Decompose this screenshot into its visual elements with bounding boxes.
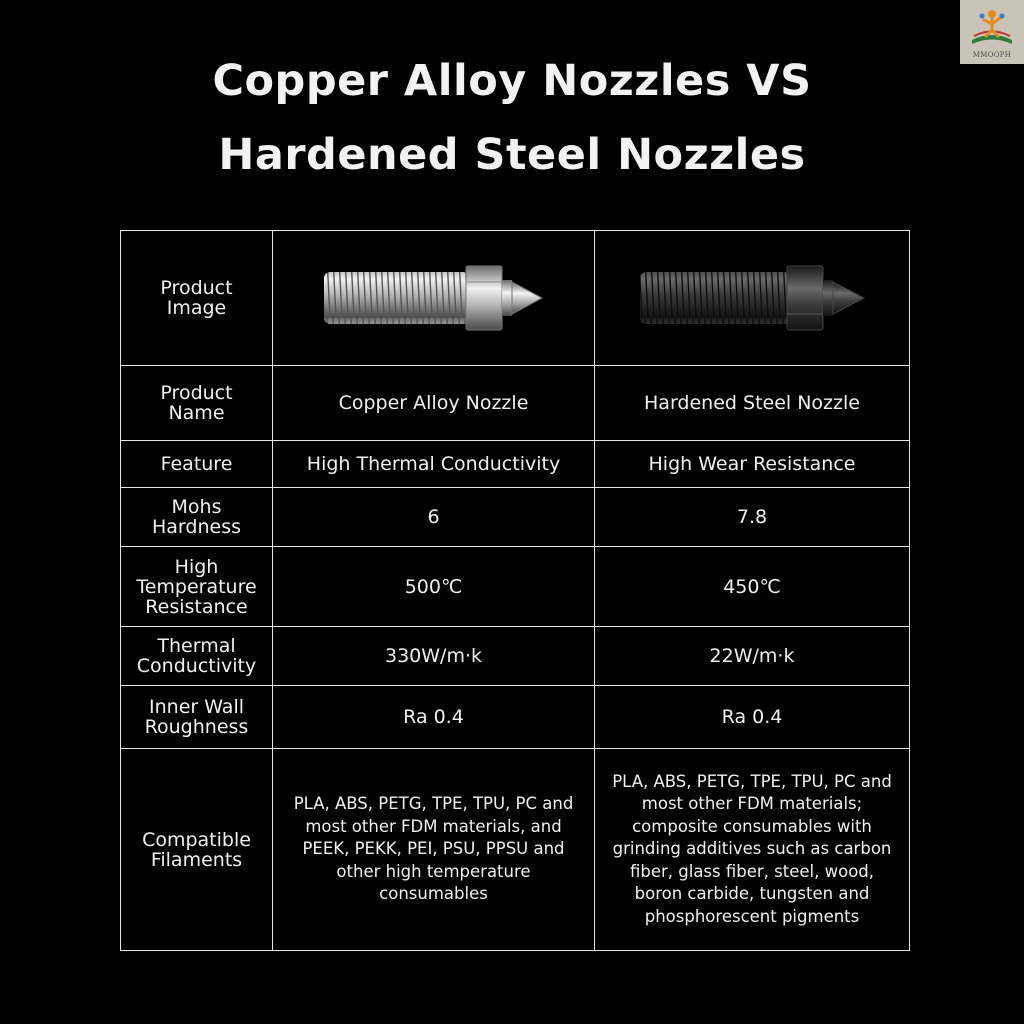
table-row bbox=[121, 441, 910, 488]
copper-temperature-resistance: 500℃ bbox=[273, 547, 595, 627]
steel-nozzle-icon bbox=[632, 258, 872, 338]
row-label-temperature-resistance: High Temperature Resistance bbox=[121, 547, 273, 627]
steel-feature: High Wear Resistance bbox=[595, 441, 910, 488]
copper-thermal-conductivity: 330W/m·k bbox=[273, 627, 595, 686]
steel-product-name: Hardened Steel Nozzle bbox=[595, 366, 910, 441]
title-line-1: Copper Alloy Nozzles VS bbox=[212, 56, 812, 106]
copper-nozzle-image-cell bbox=[273, 231, 595, 366]
copper-inner-wall-roughness: Ra 0.4 bbox=[273, 686, 595, 749]
comparison-table bbox=[120, 230, 910, 951]
table-row bbox=[121, 488, 910, 547]
table-row bbox=[121, 686, 910, 749]
row-label-product-name: Product Name bbox=[121, 366, 273, 441]
copper-product-name: Copper Alloy Nozzle bbox=[273, 366, 595, 441]
watermark-text: MMOOPH bbox=[972, 51, 1012, 59]
row-label-inner-wall-roughness: Inner Wall Roughness bbox=[121, 686, 273, 749]
steel-thermal-conductivity: 22W/m·k bbox=[595, 627, 910, 686]
copper-nozzle-icon bbox=[314, 258, 554, 338]
row-label-feature: Feature bbox=[121, 441, 273, 488]
book-person-icon bbox=[960, 0, 1024, 50]
table-row bbox=[121, 627, 910, 686]
watermark-logo bbox=[960, 0, 1024, 64]
row-label-thermal-conductivity: Thermal Conductivity bbox=[121, 627, 273, 686]
table-row bbox=[121, 547, 910, 627]
steel-nozzle-image-cell bbox=[595, 231, 910, 366]
table-row bbox=[121, 749, 910, 951]
copper-mohs-hardness: 6 bbox=[273, 488, 595, 547]
table-row bbox=[121, 366, 910, 441]
steel-temperature-resistance: 450℃ bbox=[595, 547, 910, 627]
steel-mohs-hardness: 7.8 bbox=[595, 488, 910, 547]
steel-inner-wall-roughness: Ra 0.4 bbox=[595, 686, 910, 749]
copper-feature: High Thermal Conductivity bbox=[273, 441, 595, 488]
table-row-product-image bbox=[121, 231, 910, 366]
row-label-compatible-filaments: Compatible Filaments bbox=[121, 749, 273, 951]
row-label-product-image: Product Image bbox=[121, 231, 273, 366]
steel-compatible-filaments: PLA, ABS, PETG, TPE, TPU, PC and most other FDM materials; composite consumables with grinding additives such as carbon fiber, glass fiber, steel, wood, boron carbide, tungsten and phosphorescent pigments bbox=[595, 749, 910, 951]
copper-compatible-filaments: PLA, ABS, PETG, TPE, TPU, PC and most other FDM materials, and PEEK, PEKK, PEI, PSU, PPSU and other high temperature consumables bbox=[273, 749, 595, 951]
row-label-mohs-hardness: Mohs Hardness bbox=[121, 488, 273, 547]
title-line-2: Hardened Steel Nozzles bbox=[218, 130, 806, 180]
